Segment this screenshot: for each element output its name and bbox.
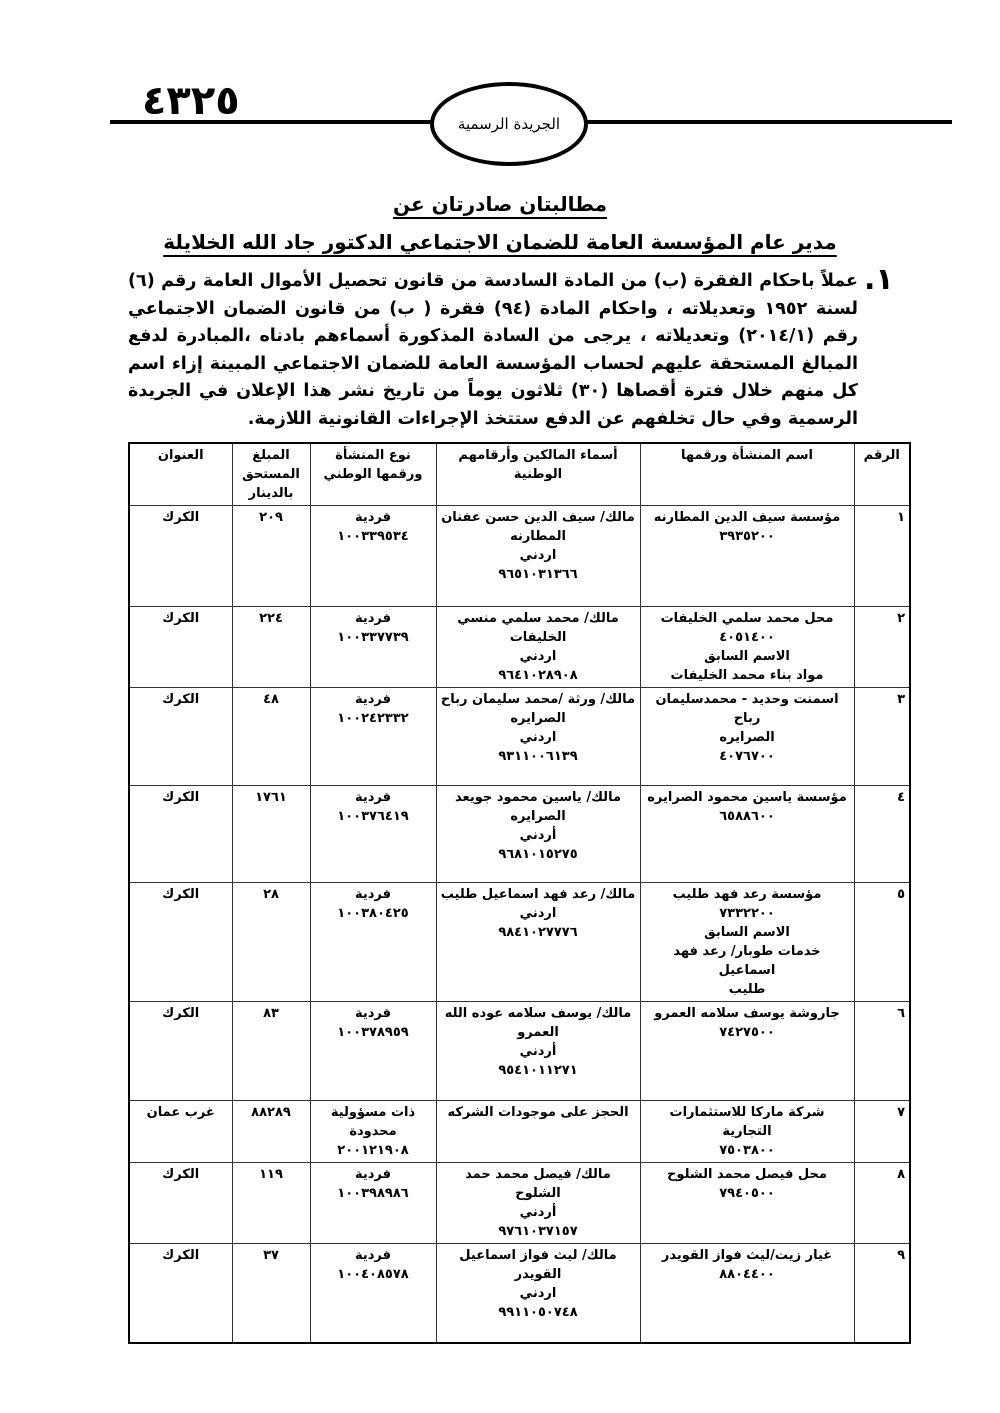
owner-line: ٩٩١١٠٥٠٧٤٨ <box>498 1305 578 1320</box>
establishment-number: ٧٥٠٣٨٠٠ <box>719 1143 775 1158</box>
owner-line: ٩٦٤١٠٢٨٩٠٨ <box>498 668 578 683</box>
row-number: ٥ <box>854 883 910 1002</box>
table-row <box>129 883 910 1002</box>
owner-line: ٩٨٤١٠٢٧٧٧٦ <box>498 925 578 940</box>
owner-line: المطارنه <box>510 529 566 544</box>
type-line: ذات مسؤولية <box>330 1105 416 1120</box>
establishment-number: ٧٩٤٠٥٠٠ <box>719 1186 775 1201</box>
paragraph-number: ١. <box>864 262 894 297</box>
page-number: ٤٣٢٥ <box>142 78 240 124</box>
row-number: ١ <box>854 506 910 607</box>
establishment-name: مؤسسة رعد فهد طليب <box>672 887 822 902</box>
table-row <box>129 506 910 607</box>
owner-line: الصرايره <box>510 711 566 726</box>
owner-line: أردني <box>519 828 557 843</box>
table-row <box>129 1101 910 1163</box>
establishment-cell <box>640 607 854 688</box>
type-cell <box>310 1244 436 1343</box>
amount-cell: ١٧٦١ <box>232 786 310 883</box>
establishment-name: مؤسسة سيف الدين المطارنه <box>653 510 841 525</box>
row-number: ٦ <box>854 1002 910 1101</box>
owner-cell <box>436 607 640 688</box>
establishment-number: ٧٤٢٧٥٠٠ <box>719 1025 775 1040</box>
header-type: نوع المنشأة ورقمها الوطني <box>310 443 436 506</box>
address-cell: الكرك <box>129 1163 232 1244</box>
establishment-line: الاسم السابق <box>704 649 790 664</box>
type-cell <box>310 1002 436 1101</box>
type-line: ١٠٠٢٤٢٣٣٢ <box>337 711 409 726</box>
owner-cell <box>436 1163 640 1244</box>
establishment-name: غيار زيت/ليث فواز القويدر <box>661 1248 833 1263</box>
owner-cell <box>436 688 640 786</box>
owner-line: اردني <box>519 649 557 664</box>
establishment-number: ٨٨٠٤٤٠٠ <box>719 1267 775 1282</box>
type-line: ١٠٠٣٣٧٧٣٩ <box>337 630 409 645</box>
owner-line: ٩٦٨١٠١٥٢٧٥ <box>498 847 578 862</box>
row-number: ٩ <box>854 1244 910 1343</box>
owner-line: مالك/ ليث فواز اسماعيل القويدر <box>459 1248 617 1282</box>
type-cell <box>310 607 436 688</box>
owner-line: اردني <box>519 906 557 921</box>
owner-cell <box>436 1002 640 1101</box>
amount-cell: ١١٩ <box>232 1163 310 1244</box>
owner-line: مالك/ ورثة /محمد سليمان رباح <box>440 692 636 707</box>
type-cell <box>310 1101 436 1163</box>
row-number: ٤ <box>854 786 910 883</box>
gazette-title-oval <box>430 82 588 166</box>
establishment-name: محل فيصل محمد الشلوح <box>667 1167 827 1182</box>
establishment-number: ٤٠٥١٤٠٠ <box>719 630 775 645</box>
row-number: ٢ <box>854 607 910 688</box>
notice-paragraph: عملاً باحكام الفقرة (ب) من المادة السادسة من قانون تحصيل الأموال العامة رقم (٦) لسنة ١٩٥٢ وتعديلاته ، واحكام المادة (٩٤) فقرة ( ب) من قانون الضمان الاجتماعي رقم (٢٠١٤/١) وتعديلاته ، يرجى من السادة المذكورة أسماءهم بادناه ،المبادرة لدفع المبالغ المستحقة عليهم لحساب المؤسسة العامة للضمان الاجتماعي المبينة إزاء اسم كل منهم خلال فترة أقصاها (٣٠) ثلاثون يوماً من تاريخ نشر هذا الإعلان في الجريدة الرسمية وفي حال تخلفهم عن الدفع ستتخذ الإجراءات القانونية اللازمة. <box>128 271 858 429</box>
type-cell <box>310 1163 436 1244</box>
type-cell <box>310 506 436 607</box>
type-line: فردية <box>354 692 392 707</box>
type-line: فردية <box>354 510 392 525</box>
address-cell: الكرك <box>129 607 232 688</box>
table-row <box>129 607 910 688</box>
type-cell <box>310 688 436 786</box>
address-cell: الكرك <box>129 688 232 786</box>
establishment-number: ٧٣٣٢٢٠٠ <box>719 906 775 921</box>
type-line: ٢٠٠١٢١٩٠٨ <box>337 1143 409 1158</box>
owner-line: اردني <box>519 730 557 745</box>
claims-table <box>128 442 911 1344</box>
owner-cell <box>436 1244 640 1343</box>
establishment-line: طليب <box>728 982 766 997</box>
establishment-number: ٣٩٣٥٢٠٠ <box>719 529 775 544</box>
establishment-name: محل محمد سلمي الخليفات <box>660 611 834 626</box>
type-line: فردية <box>354 1006 392 1021</box>
owner-cell <box>436 1101 640 1163</box>
header-num: الرقم <box>854 443 910 506</box>
owner-line: اردني <box>519 548 557 563</box>
type-line: ١٠٠٣٧٦٤١٩ <box>337 809 409 824</box>
header-address: العنوان <box>129 443 232 506</box>
establishment-number: ٦٥٨٨٦٠٠ <box>719 809 775 824</box>
row-number: ٨ <box>854 1163 910 1244</box>
establishment-cell <box>640 688 854 786</box>
type-line: فردية <box>354 1248 392 1263</box>
amount-cell: ٢٢٤ <box>232 607 310 688</box>
row-number: ٧ <box>854 1101 910 1163</box>
establishment-number: ٤٠٧٦٧٠٠ <box>719 749 775 764</box>
establishment-cell <box>640 506 854 607</box>
owner-line: مالك/ يوسف سلامه عوده الله <box>444 1006 632 1021</box>
address-cell: الكرك <box>129 506 232 607</box>
type-line: ١٠٠٣٣٩٥٣٤ <box>337 529 409 544</box>
owner-line: ٩٦٥١٠٣١٣٦٦ <box>498 567 578 582</box>
table-row <box>129 1163 910 1244</box>
owner-line: الحجز على موجودات الشركه <box>447 1105 629 1120</box>
owner-line: اردني <box>519 1286 557 1301</box>
table-row <box>129 688 910 786</box>
address-cell: غرب عمان <box>129 1101 232 1163</box>
establishment-cell <box>640 1163 854 1244</box>
header-owners: أسماء المالكين وأرقامهم الوطنية <box>436 443 640 506</box>
establishment-cell <box>640 1002 854 1101</box>
establishment-cell <box>640 1101 854 1163</box>
owner-line: العمرو <box>517 1025 559 1040</box>
table-header-row <box>129 443 910 506</box>
owner-line: مالك/ ياسين محمود جويعد <box>455 790 621 805</box>
gazette-title: الجريدة الرسمية <box>457 115 561 133</box>
amount-cell: ٣٧ <box>232 1244 310 1343</box>
owner-cell <box>436 786 640 883</box>
amount-cell: ٢٨ <box>232 883 310 1002</box>
type-line: محدودة <box>349 1124 397 1139</box>
amount-cell: ٨٨٢٨٩ <box>232 1101 310 1163</box>
establishment-name: شركة ماركا للاستثمارات التجارية <box>669 1105 825 1139</box>
owner-line: مالك/ رعد فهد اسماعيل طليب <box>440 887 636 902</box>
establishment-line: الاسم السابق <box>704 925 790 940</box>
address-cell: الكرك <box>129 1244 232 1343</box>
type-cell <box>310 883 436 1002</box>
type-cell <box>310 786 436 883</box>
notice-titles <box>110 192 890 254</box>
type-line: ١٠٠٣٧٨٩٥٩ <box>337 1025 409 1040</box>
type-line: ١٠٠٣٩٨٩٨٦ <box>337 1186 409 1201</box>
owner-line: ٩٣١١٠٠٦١٣٩ <box>498 749 578 764</box>
owner-line: مالك/ سيف الدين حسن عفنان <box>441 510 635 525</box>
table-row <box>129 1002 910 1101</box>
establishment-cell <box>640 883 854 1002</box>
owner-line: أردني <box>519 1044 557 1059</box>
row-number: ٣ <box>854 688 910 786</box>
type-line: ١٠٠٣٨٠٤٢٥ <box>337 906 409 921</box>
header-establishment: اسم المنشأة ورقمها <box>640 443 854 506</box>
owner-line: الصرايره <box>510 809 566 824</box>
establishment-name: مؤسسة ياسين محمود الصرايره <box>647 790 847 805</box>
establishment-line: الصرايره <box>719 730 775 745</box>
type-line: فردية <box>354 790 392 805</box>
establishment-cell <box>640 1244 854 1343</box>
owner-line: ٩٥٤١٠١١٢٧١ <box>498 1063 578 1078</box>
owner-line: أردني <box>519 1205 557 1220</box>
type-line: فردية <box>354 1167 392 1182</box>
type-line: ١٠٠٤٠٨٥٧٨ <box>337 1267 409 1282</box>
type-line: فردية <box>354 611 392 626</box>
establishment-name: جاروشة يوسف سلامه العمرو <box>654 1006 840 1021</box>
amount-cell: ٤٨ <box>232 688 310 786</box>
type-line: فردية <box>354 887 392 902</box>
address-cell: الكرك <box>129 883 232 1002</box>
notice-title-line2: مدير عام المؤسسة العامة للضمان الاجتماعي الدكتور جاد الله الخلايلة <box>163 230 837 254</box>
amount-cell: ٢٠٩ <box>232 506 310 607</box>
owner-line: مالك/ محمد سلمي منسي الخليفات <box>457 611 619 645</box>
address-cell: الكرك <box>129 786 232 883</box>
table-row <box>129 786 910 883</box>
owner-line: ٩٧٦١٠٣٧١٥٧ <box>498 1224 578 1239</box>
establishment-cell <box>640 786 854 883</box>
table-row <box>129 1244 910 1343</box>
notice-title-line1: مطالبتان صادرتان عن <box>392 192 608 216</box>
establishment-line: مواد بناء محمد الخليفات <box>670 668 824 683</box>
owner-cell <box>436 883 640 1002</box>
establishment-name: اسمنت وحديد - محمدسليمان رباح <box>655 692 839 726</box>
owner-cell <box>436 506 640 607</box>
header-amount: المبلغ المستحق بالدينار <box>232 443 310 506</box>
amount-cell: ٨٣ <box>232 1002 310 1101</box>
owner-line: مالك/ فيصل محمد حمد الشلوح <box>465 1167 611 1201</box>
establishment-line: خدمات طوبار/ رعد فهد اسماعيل <box>673 944 821 978</box>
address-cell: الكرك <box>129 1002 232 1101</box>
